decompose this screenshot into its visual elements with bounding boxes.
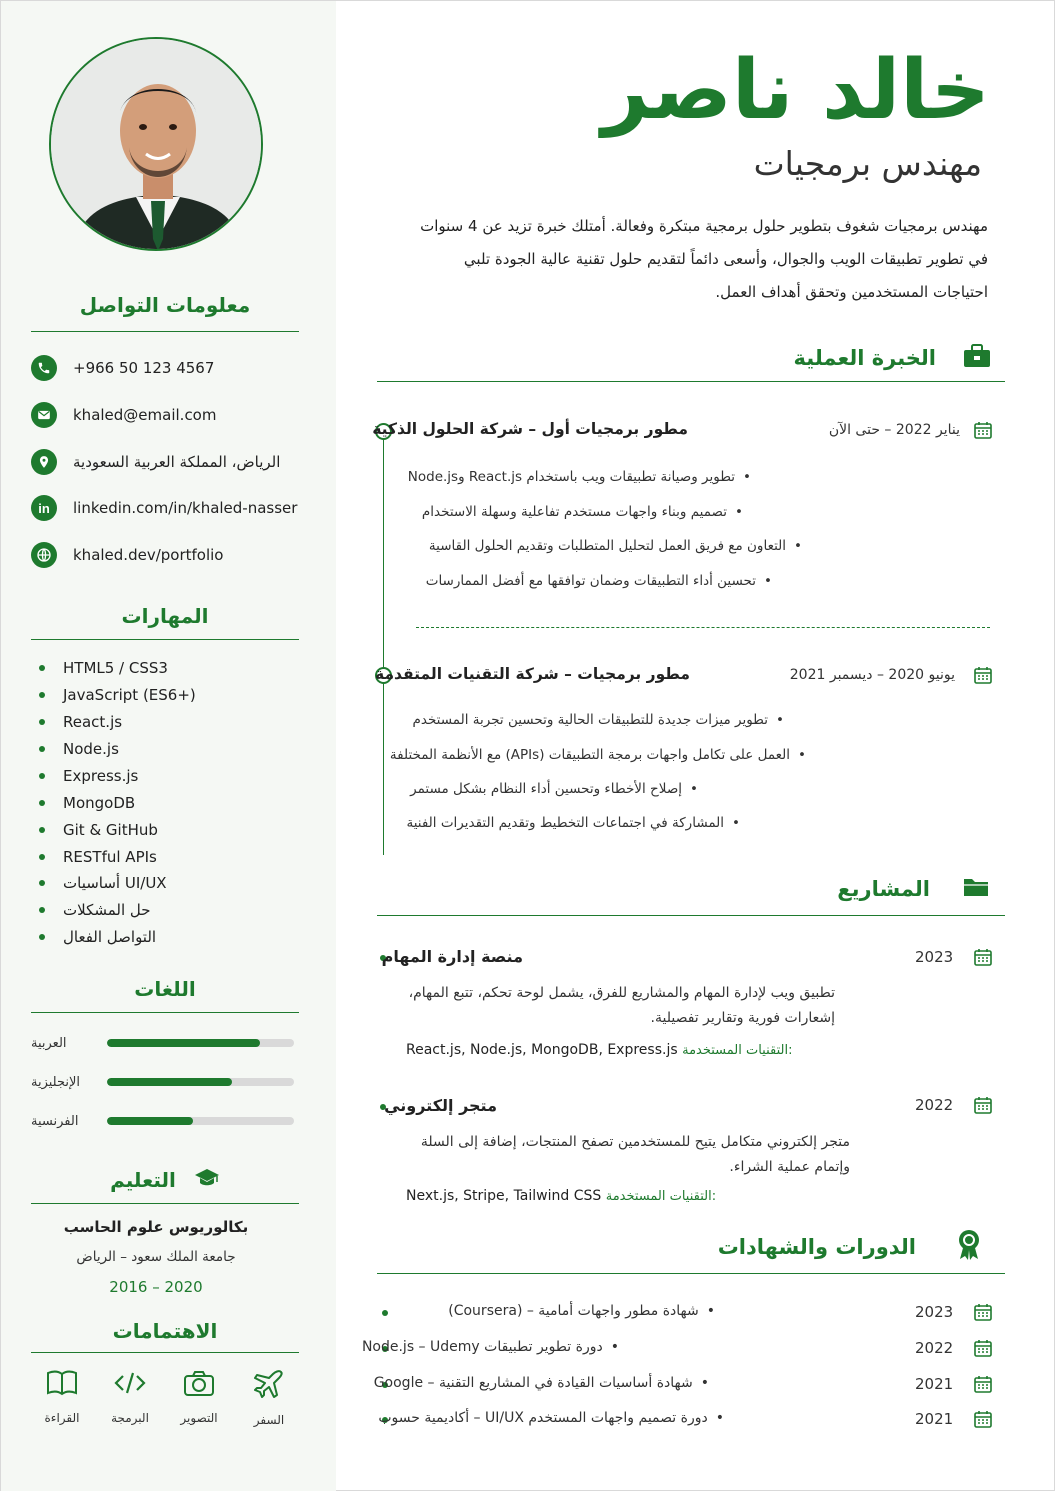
job-bullet: • تحسين أداء التطبيقات وضمان توافقها مع أفضل الممارسات — [426, 573, 772, 589]
briefcase-icon — [962, 343, 992, 373]
camera-icon — [169, 1369, 229, 1397]
courses-heading — [718, 1229, 982, 1265]
job-bullet: • إصلاح الأخطاء وتحسين أداء النظام بشكل مستمر — [410, 781, 698, 797]
projects-divider — [377, 915, 1005, 916]
code-icon — [100, 1369, 160, 1397]
calendar-icon — [973, 1338, 993, 1358]
interest-programming: البرمجة — [100, 1369, 160, 1425]
skill-item: أساسيات UI/UX — [39, 872, 299, 894]
project-tech: React.js, Node.js, MongoDB, Express.js التقنيات المستخدمة: — [406, 1042, 793, 1058]
languages-title: اللغات — [134, 977, 196, 1001]
calendar-icon — [973, 665, 993, 685]
course-item: • دورة تطوير تطبيقات Node.js – Udemy — [362, 1339, 619, 1355]
courses-title: الدورات والشهادات — [717, 1235, 916, 1259]
project-year: 2022 — [915, 1096, 954, 1114]
skill-item: Express.js — [39, 765, 299, 787]
calendar-icon — [973, 1302, 993, 1322]
education-title: التعليم — [110, 1168, 176, 1192]
contact-website-text: khaled.dev/portfolio — [73, 546, 224, 564]
job-role: مطور برمجيات أول – شركة الحلول الذكية — [372, 420, 688, 438]
projects-title: المشاريع — [837, 877, 930, 901]
location-icon — [31, 449, 57, 475]
skill-item: RESTful APIs — [39, 846, 299, 868]
skill-item: Git & GitHub — [39, 819, 299, 841]
language-row: الفرنسية — [31, 1111, 299, 1131]
job-bullet: • التعاون مع فريق العمل لتحليل المتطلبات وتقديم الحلول القاسية — [429, 538, 802, 554]
course-year: 2022 — [915, 1339, 954, 1357]
contact-divider — [31, 331, 299, 332]
job-date: يونيو 2020 – ديسمبر 2021 — [789, 667, 955, 683]
contact-location-text: الرياض، المملكة العربية السعودية — [73, 453, 281, 471]
experience-heading — [794, 343, 992, 373]
graduation-cap-icon — [194, 1167, 220, 1193]
course-year: 2023 — [915, 1303, 954, 1321]
education-divider — [31, 1203, 299, 1204]
profile-photo — [49, 37, 263, 251]
courses-divider — [377, 1273, 1005, 1274]
project-year: 2023 — [915, 948, 954, 966]
course-year: 2021 — [915, 1410, 954, 1428]
contact-website[interactable] — [31, 541, 311, 569]
education-heading — [31, 1167, 299, 1193]
language-level-bar — [107, 1039, 294, 1047]
email-icon — [31, 402, 57, 428]
calendar-icon — [973, 1374, 993, 1394]
calendar-icon — [973, 1409, 993, 1429]
interest-reading: القراءة — [32, 1369, 92, 1425]
skill-item: HTML5 / CSS3 — [39, 657, 299, 679]
project-description: تطبيق ويب لإدارة المهام والمشاريع للفرق، يشمل لوحة تحكم، تتبع المهام، إشعارات فورية وتقارير تفصيلية. — [408, 985, 835, 1026]
calendar-icon — [973, 1095, 993, 1115]
skill-item: MongoDB — [39, 792, 299, 814]
language-row: الإنجليزية — [31, 1072, 299, 1092]
projects-heading — [837, 875, 990, 903]
job-bullet: • تصميم وبناء واجهات مستخدم تفاعلية وسهلة الاستخدام — [422, 504, 743, 520]
job-bullet: • تطوير ميزات جديدة للتطبيقات الحالية وتحسين تجربة المستخدم — [413, 712, 784, 728]
skills-title: المهارات — [121, 604, 209, 628]
linkedin-icon: in — [31, 495, 57, 521]
job-bullet: • المشاركة في اجتماعات التخطيط وتقديم التقديرات الفنية — [406, 815, 740, 831]
contact-phone[interactable] — [31, 354, 311, 382]
language-level-bar — [107, 1117, 294, 1125]
education-years: 2016 – 2020 — [109, 1278, 203, 1296]
job-title: مهندس برمجيات — [753, 144, 982, 183]
contact-linkedin[interactable] — [31, 494, 311, 522]
award-icon — [956, 1229, 982, 1265]
education-degree: بكالوريوس علوم الحاسب — [63, 1218, 249, 1236]
calendar-icon — [973, 947, 993, 967]
experience-title: الخبرة العملية — [793, 346, 936, 370]
folder-icon — [962, 875, 990, 903]
skills-divider — [31, 639, 299, 640]
interests-divider — [31, 1352, 299, 1353]
project-description: متجر إلكتروني متكامل يتيح للمستخدمين تصفح المنتجات، إضافة إلى السلة وإتمام عملية الشراء. — [420, 1134, 850, 1175]
languages-divider — [31, 1012, 299, 1013]
project-name: متجر إلكتروني — [384, 1096, 497, 1115]
globe-icon — [31, 542, 57, 568]
skill-item: JavaScript (ES6+) — [39, 684, 299, 706]
contact-phone-text: +966 50 123 4567 — [73, 359, 215, 377]
course-bullet — [382, 1310, 388, 1316]
calendar-icon — [973, 420, 993, 440]
contact-location — [31, 448, 311, 476]
job-separator — [416, 627, 990, 628]
interest-photography: التصوير — [169, 1369, 229, 1425]
profile-summary: مهندس برمجيات شغوف بتطوير حلول برمجية مبتكرة وفعالة. أمتلك خبرة تزيد عن 4 سنوات في تطوير تطبيقات الويب والجوال، وأسعى دائماً لتقديم حلول تقنية عالية الجودة تلبي احتياجات المستخدمين وتحقق أهداف العمل. — [420, 217, 988, 301]
education-school: جامعة الملك سعود – الرياض — [76, 1249, 236, 1265]
project-tech: Next.js, Stripe, Tailwind CSS التقنيات المستخدمة: — [406, 1188, 717, 1204]
contact-email-text: khaled@email.com — [73, 406, 217, 424]
course-year: 2021 — [915, 1375, 954, 1393]
course-item: • شهادة مطور واجهات أمامية – (Coursera) — [448, 1303, 715, 1319]
plane-icon — [239, 1369, 299, 1399]
skill-item: Node.js — [39, 738, 299, 760]
experience-divider — [377, 381, 1005, 382]
course-item: • دورة تصميم واجهات المستخدم UI/UX – أكاديمية حسوب — [378, 1410, 724, 1426]
interests-title: الاهتمامات — [112, 1319, 218, 1343]
timeline-line — [383, 431, 384, 855]
project-name: منصة إدارة المهام — [381, 947, 523, 966]
skill-item: التواصل الفعال — [39, 926, 299, 948]
job-date: يناير 2022 – حتى الآن — [828, 422, 960, 438]
course-item: • شهادة أساسيات القيادة في المشاريع التقنية – Google — [374, 1375, 709, 1391]
job-role: مطور برمجيات – شركة التقنيات المتقدمة — [375, 665, 690, 683]
skill-item: حل المشكلات — [39, 899, 299, 921]
skill-item: React.js — [39, 711, 299, 733]
contact-title: معلومات التواصل — [79, 293, 251, 317]
book-icon — [32, 1369, 92, 1397]
job-bullet: • تطوير وصيانة تطبيقات ويب باستخدام React.js وNode.js — [408, 469, 751, 485]
contact-linkedin-text: linkedin.com/in/khaled-nasser — [73, 499, 298, 517]
phone-icon — [31, 355, 57, 381]
contact-email[interactable] — [31, 401, 311, 429]
sidebar — [1, 1, 336, 1491]
language-row: العربية — [31, 1033, 299, 1053]
job-bullet: • العمل على تكامل واجهات برمجة التطبيقات (APIs) مع الأنظمة المختلفة — [390, 747, 806, 763]
language-level-bar — [107, 1078, 294, 1086]
interest-travel: السفر — [239, 1369, 299, 1427]
full-name: خالد ناصر — [601, 43, 990, 138]
